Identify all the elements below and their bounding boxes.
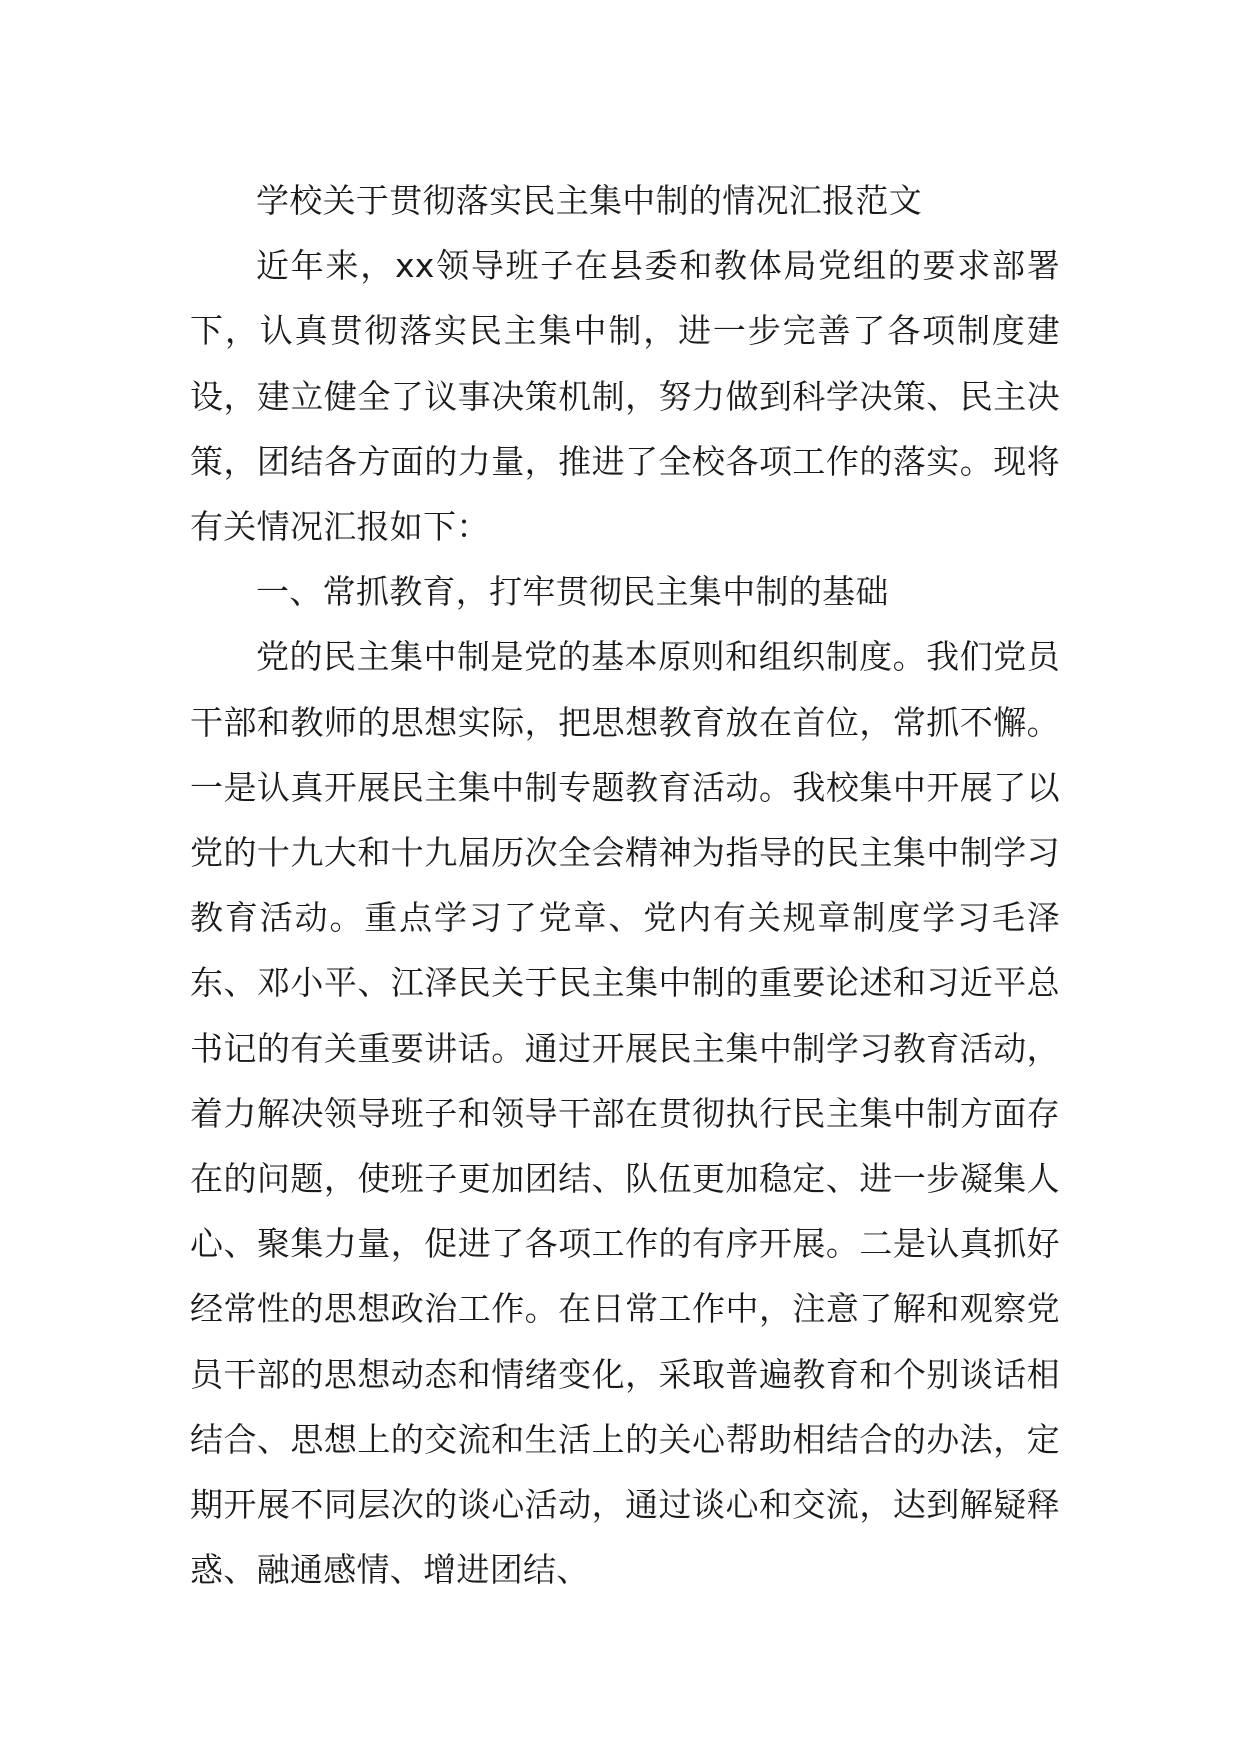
section-heading: 一、常抓教育，打牢贯彻民主集中制的基础 [256,572,889,612]
intro-paragraph: 近年来，xx领导班子在县委和教体局党组的要求部署下，认真贯彻落实民主集中制，进一步完善了各项制度建设，建立健全了议事决策机制，努力做到科学决策、民主决策，团结各方面的力量，推进了全校各项工作的落实。现将有关情况汇报如下： [190,246,1060,547]
section-paragraph: 党的民主集中制是党的基本原则和组织制度。我们党员干部和教师的思想实际，把思想教育放在首位，常抓不懈。一是认真开展民主集中制专题教育活动。我校集中开展了以党的十九大和十九届历次全会精神为指导的民主集中制学习教育活动。重点学习了党章、党内有关规章制度学习毛泽东、邓小平、江泽民关于民主集中制的重要论述和习近平总书记的有关重要讲话。通过开展民主集中制学习教育活动，着力解决领导班子和领导干部在贯彻执行民主集中制方面存在的问题，使班子更加团结、队伍更加稳定、进一步凝集人心、聚集力量，促进了各项工作的有序开展。二是认真抓好经常性的思想政治工作。在日常工作中，注意了解和观察党员干部的思想动态和情绪变化，采取普遍教育和个别谈话相结合、思想上的交流和生活上的关心帮助相结合的办法，定期开展不同层次的谈心活动，通过谈心和交流，达到解疑释惑、融通感情、增进团结、 [190,637,1060,1590]
document-body [190,168,1060,1602]
document-title: 学校关于贯彻落实民主集中制的情况汇报范文 [256,181,922,220]
